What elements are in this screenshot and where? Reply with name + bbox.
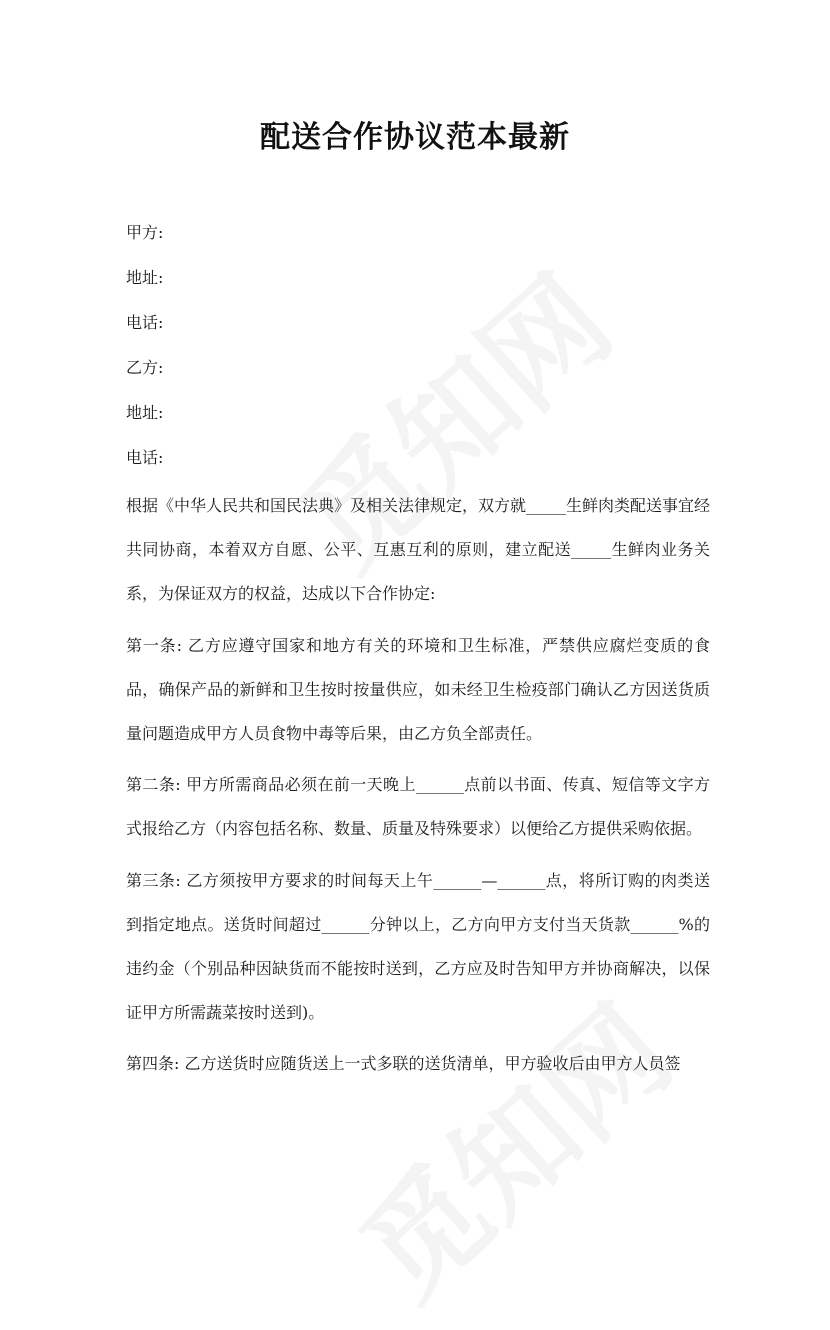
article-1-paragraph: 第一条: 乙方应遵守国家和地方有关的环境和卫生标准，严禁供应腐烂变质的食品，确保产品的新鲜和卫生按时按量供应，如未经卫生检疫部门确认乙方因送货质量问题造成甲方人员食物中毒等后果，由乙方负全部责任。: [126, 635, 710, 743]
article-4-paragraph: 第四条: 乙方送货时应随货送上一式多联的送货清单，甲方验收后由甲方人员签: [126, 1054, 681, 1073]
document-title: 配送合作协议范本最新: [260, 120, 570, 155]
party-a-label: 甲方:: [126, 223, 164, 242]
party-a-phone-label: 电话:: [126, 313, 164, 332]
article-3-paragraph: 第三条: 乙方须按甲方要求的时间每天上午______—______点，将所订购的肉类送到指定地点。送货时间超过______分钟以上，乙方向甲方支付当天货款______%的违约金（个别品种因缺货而不能按时送到，乙方应及时告知甲方并协商解决，以保证甲方所需蔬菜按时送到)。: [126, 870, 710, 1022]
document-body: [126, 214, 710, 1094]
party-a-address-label: 地址:: [126, 268, 164, 287]
article-2-paragraph: 第二条: 甲方所需商品必须在前一天晚上______点前以书面、传真、短信等文字方式报给乙方（内容包括名称、数量、质量及特殊要求）以便给乙方提供采购依据。: [126, 775, 710, 838]
preamble-paragraph: 根据《中华人民共和国民法典》及相关法律规定，双方就_____生鲜肉类配送事宜经共同协商，本着双方自愿、公平、互惠互利的原则，建立配送_____生鲜肉业务关系，为保证双方的权益，达成以下合作协定:: [126, 496, 711, 603]
party-b-phone-label: 电话:: [126, 448, 164, 467]
party-b-address-label: 地址:: [126, 403, 164, 422]
party-b-label: 乙方:: [126, 358, 164, 377]
